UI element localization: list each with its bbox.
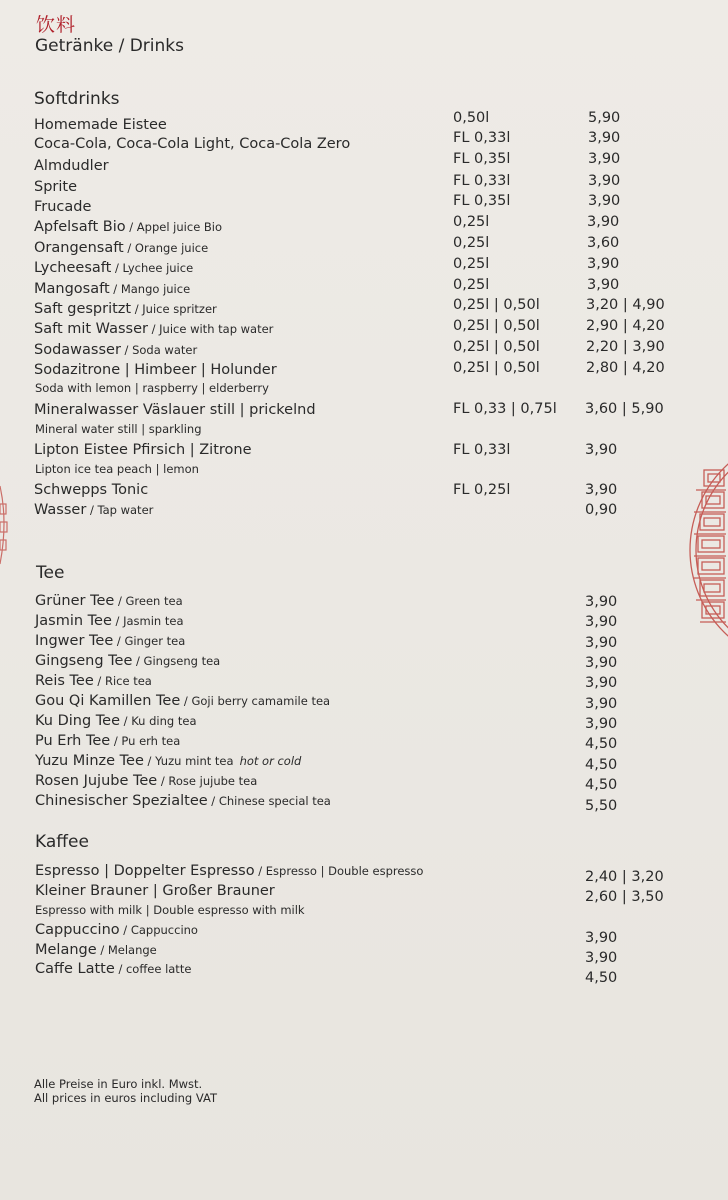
item-volume: FL 0,25l bbox=[453, 482, 511, 498]
item-price: 3,90 bbox=[587, 277, 620, 293]
left-edge-ornament-icon bbox=[0, 482, 10, 568]
item-name: Lipton Eistee Pfirsich | Zitrone bbox=[34, 442, 252, 458]
footer-line-german: Alle Preise in Euro inkl. Mwst. bbox=[34, 1077, 203, 1091]
item-name: Ingwer Tee / Ginger tea bbox=[35, 633, 186, 649]
item-price: 3,60 bbox=[587, 235, 620, 251]
item-name: Pu Erh Tee / Pu erh tea bbox=[35, 733, 181, 749]
item-price: 2,20 | 3,90 bbox=[586, 339, 665, 355]
item-volume: 0,25l bbox=[453, 214, 490, 230]
item-volume: 0,25l bbox=[453, 256, 490, 272]
item-name: Lycheesaft / Lychee juice bbox=[34, 260, 194, 276]
item-name: Espresso | Doppelter Espresso / Espresso | Double espresso bbox=[35, 863, 424, 879]
item-volume: 0,25l | 0,50l bbox=[453, 318, 540, 334]
item-name: Ku Ding Tee / Ku ding tea bbox=[35, 713, 197, 729]
item-price: 3,90 bbox=[585, 930, 618, 946]
item-subtitle: Soda with lemon | raspberry | elderberry bbox=[35, 381, 269, 395]
item-price: 5,50 bbox=[585, 798, 618, 814]
item-price: 3,90 bbox=[585, 614, 618, 630]
item-name: Sodazitrone | Himbeer | Holunder bbox=[34, 362, 277, 378]
item-volume: FL 0,35l bbox=[453, 151, 511, 167]
item-name: Caffe Latte / coffee latte bbox=[35, 961, 192, 977]
item-price: 3,90 bbox=[585, 655, 618, 671]
footer-line-english: All prices in euros including VAT bbox=[34, 1091, 218, 1105]
item-subtitle: Mineral water still | sparkling bbox=[35, 422, 202, 436]
item-volume: FL 0,33l bbox=[453, 173, 511, 189]
item-price: 5,90 bbox=[588, 110, 621, 126]
item-price: 2,90 | 4,20 bbox=[586, 318, 665, 334]
item-volume: 0,25l | 0,50l bbox=[453, 360, 540, 376]
item-name: Coca-Cola, Coca-Cola Light, Coca-Cola Zero bbox=[34, 136, 351, 152]
item-volume: 0,25l bbox=[453, 277, 490, 293]
section-title-tea: Tee bbox=[36, 563, 65, 583]
chinese-heading: 饮料 bbox=[36, 14, 77, 36]
item-price: 2,40 | 3,20 bbox=[585, 869, 664, 885]
item-price: 3,90 bbox=[585, 696, 618, 712]
item-name: Grüner Tee / Green tea bbox=[35, 593, 183, 609]
item-name: Yuzu Minze Tee / Yuzu mint tea hot or cold bbox=[35, 753, 302, 769]
item-price: 4,50 bbox=[585, 777, 618, 793]
item-volume: 0,50l bbox=[453, 110, 490, 126]
item-name: Homemade Eistee bbox=[34, 117, 167, 133]
item-name: Wasser / Tap water bbox=[34, 502, 154, 518]
item-name: Sprite bbox=[34, 179, 78, 195]
item-price: 4,50 bbox=[585, 736, 618, 752]
left-ornament-svg bbox=[0, 482, 10, 568]
item-name: Jasmin Tee / Jasmin tea bbox=[35, 613, 184, 629]
item-volume: 0,25l | 0,50l bbox=[453, 339, 540, 355]
item-name: Cappuccino / Cappuccino bbox=[35, 922, 198, 938]
item-name: Gingseng Tee / Gingseng tea bbox=[35, 653, 221, 669]
item-subtitle: Espresso with milk | Double espresso with milk bbox=[35, 903, 305, 917]
item-price: 3,90 bbox=[588, 193, 621, 209]
item-volume: FL 0,35l bbox=[453, 193, 511, 209]
item-price: 2,60 | 3,50 bbox=[585, 889, 664, 905]
item-price: 3,90 bbox=[585, 950, 618, 966]
footer-vat-note bbox=[34, 1077, 217, 1105]
item-price: 4,50 bbox=[585, 757, 618, 773]
item-volume: FL 0,33l bbox=[453, 442, 511, 458]
item-name: Mineralwasser Väslauer still | prickelnd bbox=[34, 402, 316, 418]
ornament-svg bbox=[686, 430, 728, 670]
item-name: Mangosaft / Mango juice bbox=[34, 281, 191, 297]
item-price: 0,90 bbox=[585, 502, 618, 518]
item-volume: 0,25l bbox=[453, 235, 490, 251]
item-price: 3,90 bbox=[585, 675, 618, 691]
item-name: Orangensaft / Orange juice bbox=[34, 240, 209, 256]
item-price: 3,90 bbox=[585, 482, 618, 498]
item-name: Melange / Melange bbox=[35, 942, 157, 958]
item-name: Almdudler bbox=[34, 158, 109, 174]
chinese-lattice-ornament-icon bbox=[686, 430, 728, 670]
section-title-coffee: Kaffee bbox=[35, 832, 89, 852]
section-title-softdrinks: Softdrinks bbox=[34, 89, 120, 109]
item-subtitle: Lipton ice tea peach | lemon bbox=[35, 462, 199, 476]
item-name: Rosen Jujube Tee / Rose jujube tea bbox=[35, 773, 258, 789]
item-name: Frucade bbox=[34, 199, 92, 215]
item-name: Saft mit Wasser / Juice with tap water bbox=[34, 321, 274, 337]
item-volume: FL 0,33l bbox=[453, 130, 511, 146]
item-price: 3,90 bbox=[588, 173, 621, 189]
item-price: 3,90 bbox=[585, 594, 618, 610]
item-price: 3,90 bbox=[585, 442, 618, 458]
item-price: 4,50 bbox=[585, 970, 618, 986]
item-name: Gou Qi Kamillen Tee / Goji berry camamile tea bbox=[35, 693, 331, 709]
item-name: Reis Tee / Rice tea bbox=[35, 673, 152, 689]
item-price: 2,80 | 4,20 bbox=[586, 360, 665, 376]
item-name: Kleiner Brauner | Großer Brauner bbox=[35, 883, 275, 899]
item-price: 3,90 bbox=[587, 256, 620, 272]
item-name: Schwepps Tonic bbox=[34, 482, 149, 498]
item-volume: FL 0,33 | 0,75l bbox=[453, 401, 557, 417]
item-price: 3,90 bbox=[585, 635, 618, 651]
item-price: 3,90 bbox=[587, 214, 620, 230]
page-title: Getränke / Drinks bbox=[35, 36, 184, 56]
item-price: 3,90 bbox=[588, 130, 621, 146]
item-name: Saft gespritzt / Juice spritzer bbox=[34, 301, 217, 317]
item-price: 3,60 | 5,90 bbox=[585, 401, 664, 417]
item-price: 3,20 | 4,90 bbox=[586, 297, 665, 313]
item-price: 3,90 bbox=[588, 151, 621, 167]
item-price: 3,90 bbox=[585, 716, 618, 732]
item-volume: 0,25l | 0,50l bbox=[453, 297, 540, 313]
item-name: Sodawasser / Soda water bbox=[34, 342, 198, 358]
item-name: Chinesischer Spezialtee / Chinese special tea bbox=[35, 793, 331, 809]
item-name: Apfelsaft Bio / Appel juice Bio bbox=[34, 219, 223, 235]
